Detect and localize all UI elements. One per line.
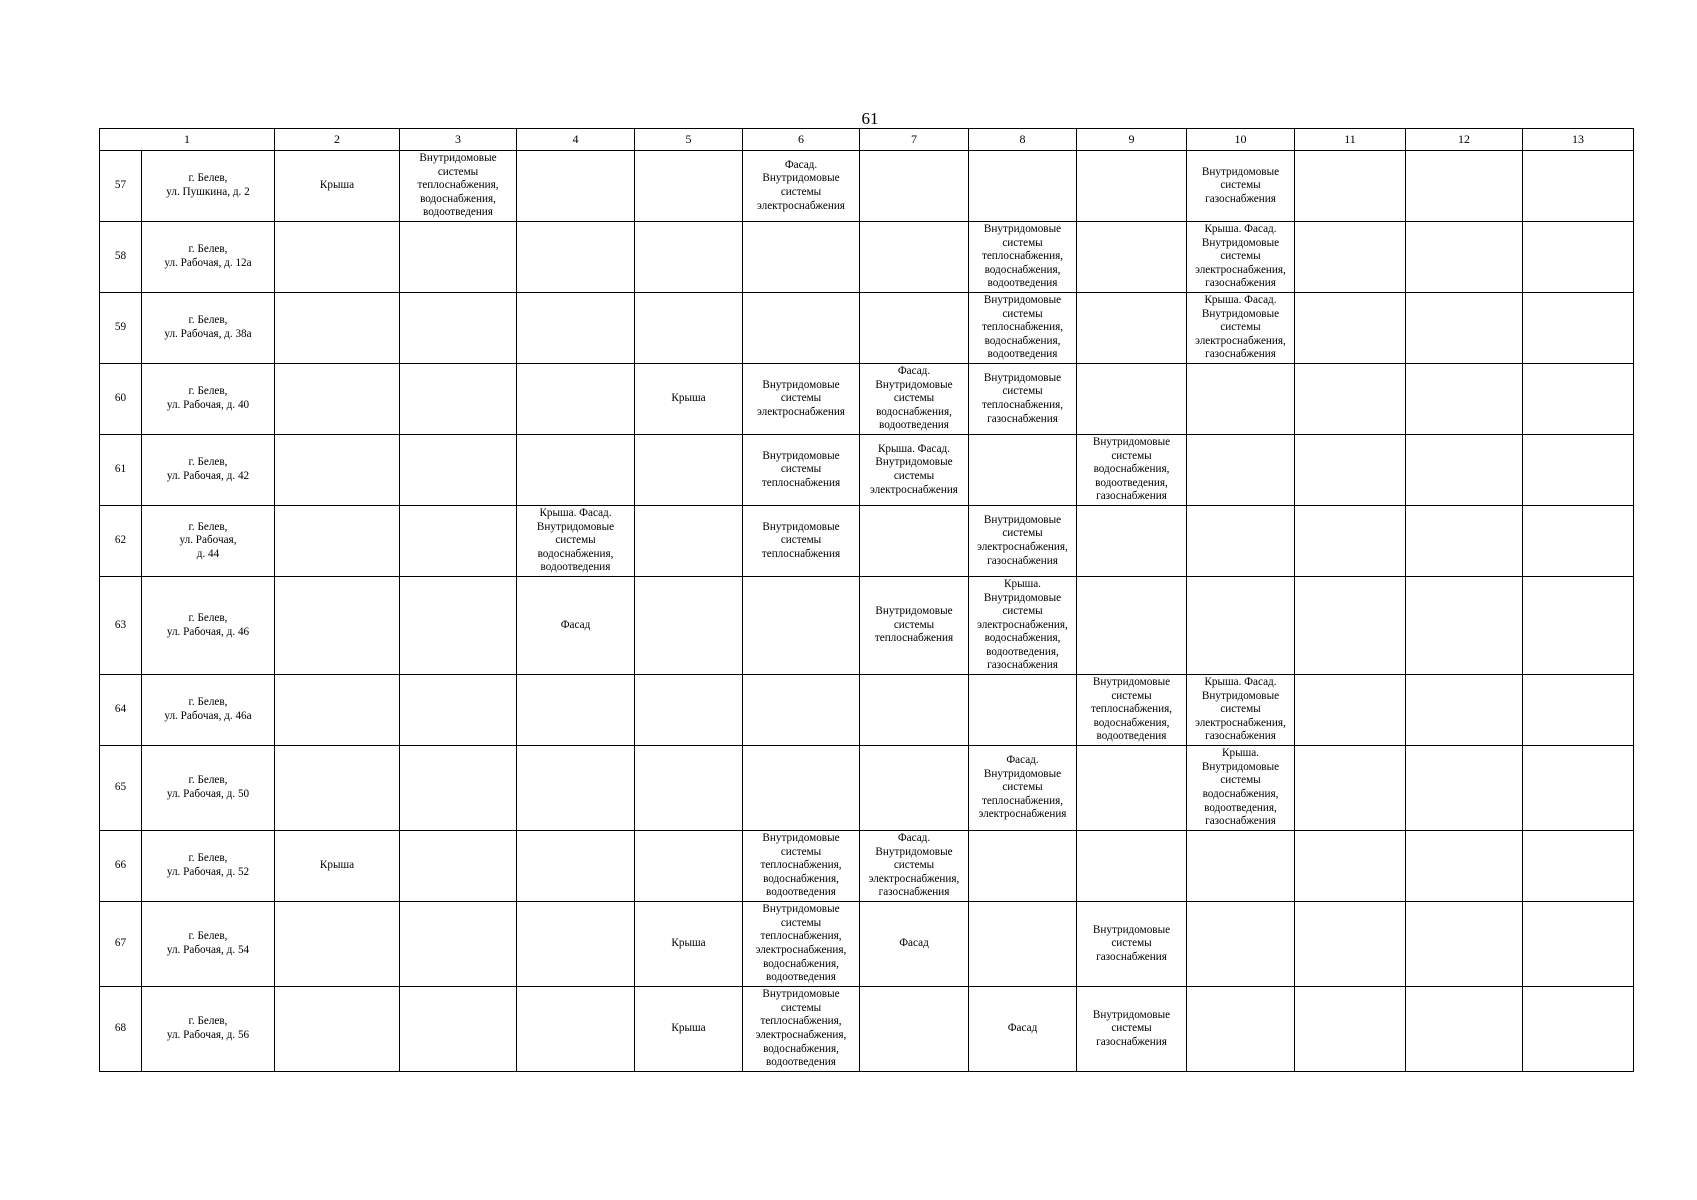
work-cell	[1406, 577, 1523, 675]
work-cell: Фасад	[517, 577, 635, 675]
work-cell	[275, 577, 400, 675]
work-cell	[969, 831, 1077, 902]
work-cell	[1295, 902, 1406, 987]
work-cell	[1077, 506, 1187, 577]
work-cell	[860, 506, 969, 577]
work-cell: Внутридомовые системы теплоснабжения, газоснабжения	[969, 364, 1077, 435]
column-header: 2	[275, 129, 400, 151]
work-cell	[1406, 151, 1523, 222]
work-cell	[1523, 364, 1634, 435]
work-cell	[400, 746, 517, 831]
address-cell: г. Белев, ул. Рабочая, д. 46а	[142, 675, 275, 746]
work-cell	[1406, 293, 1523, 364]
work-cell	[1523, 222, 1634, 293]
work-cell	[969, 435, 1077, 506]
work-cell: Крыша. Фасад. Внутридомовые системы электроснабжения	[860, 435, 969, 506]
work-cell	[1406, 902, 1523, 987]
work-cell	[743, 293, 860, 364]
row-number: 58	[100, 222, 142, 293]
work-cell: Фасад. Внутридомовые системы электроснабжения, газоснабжения	[860, 831, 969, 902]
work-cell: Крыша. Внутридомовые системы водоснабжения, водоотведения, газоснабжения	[1187, 746, 1295, 831]
work-cell	[400, 435, 517, 506]
work-cell	[635, 831, 743, 902]
work-cell: Крыша	[635, 902, 743, 987]
address-cell: г. Белев, ул. Рабочая, д. 44	[142, 506, 275, 577]
work-cell	[635, 151, 743, 222]
work-cell	[1523, 506, 1634, 577]
work-cell	[1187, 987, 1295, 1072]
table-row	[100, 364, 1634, 435]
work-cell	[743, 675, 860, 746]
work-cell	[400, 364, 517, 435]
work-cell	[1077, 364, 1187, 435]
work-cell: Внутридомовые системы теплоснабжения, водоснабжения, водоотведения	[743, 831, 860, 902]
work-cell: Фасад. Внутридомовые системы теплоснабжения, электроснабжения	[969, 746, 1077, 831]
work-cell	[275, 222, 400, 293]
work-cell	[275, 293, 400, 364]
table-row	[100, 293, 1634, 364]
work-cell	[1523, 987, 1634, 1072]
work-cell	[1523, 675, 1634, 746]
table-row	[100, 151, 1634, 222]
work-cell	[635, 435, 743, 506]
work-cell: Фасад	[860, 902, 969, 987]
table-row	[100, 577, 1634, 675]
table-row	[100, 746, 1634, 831]
work-cell	[635, 746, 743, 831]
header-row	[100, 129, 1634, 151]
row-number: 61	[100, 435, 142, 506]
work-cell: Внутридомовые системы электроснабжения, газоснабжения	[969, 506, 1077, 577]
table-row	[100, 222, 1634, 293]
work-cell	[743, 746, 860, 831]
work-cell	[275, 506, 400, 577]
work-cell	[1523, 293, 1634, 364]
work-cell: Крыша	[635, 364, 743, 435]
work-cell	[1295, 987, 1406, 1072]
work-cell	[517, 435, 635, 506]
work-cell	[1077, 151, 1187, 222]
work-cell	[1406, 831, 1523, 902]
work-cell	[635, 577, 743, 675]
address-cell: г. Белев, ул. Рабочая, д. 38а	[142, 293, 275, 364]
work-cell	[1295, 675, 1406, 746]
work-cell	[860, 987, 969, 1072]
work-cell: Крыша. Фасад. Внутридомовые системы водоснабжения, водоотведения	[517, 506, 635, 577]
work-cell	[1406, 435, 1523, 506]
table-row	[100, 435, 1634, 506]
work-cell	[1077, 746, 1187, 831]
work-cell	[275, 746, 400, 831]
table-row	[100, 831, 1634, 902]
work-cell	[517, 151, 635, 222]
work-cell	[860, 151, 969, 222]
work-cell	[1406, 506, 1523, 577]
work-cell: Внутридомовые системы газоснабжения	[1077, 987, 1187, 1072]
work-cell	[1406, 987, 1523, 1072]
work-cell	[860, 222, 969, 293]
address-cell: г. Белев, ул. Рабочая, д. 56	[142, 987, 275, 1072]
work-cell: Внутридомовые системы теплоснабжения, водоснабжения, водоотведения	[400, 151, 517, 222]
work-cell	[517, 293, 635, 364]
work-cell	[743, 577, 860, 675]
work-cell	[1077, 577, 1187, 675]
work-cell	[969, 675, 1077, 746]
column-header: 12	[1406, 129, 1523, 151]
work-cell	[1077, 222, 1187, 293]
work-cell	[400, 222, 517, 293]
work-cell	[400, 987, 517, 1072]
column-header: 10	[1187, 129, 1295, 151]
column-header: 8	[969, 129, 1077, 151]
column-header: 4	[517, 129, 635, 151]
work-cell	[1187, 506, 1295, 577]
work-cell: Крыша. Фасад. Внутридомовые системы электроснабжения, газоснабжения	[1187, 222, 1295, 293]
work-cell	[1187, 831, 1295, 902]
work-cell	[635, 506, 743, 577]
row-number: 57	[100, 151, 142, 222]
row-number: 59	[100, 293, 142, 364]
column-header: 13	[1523, 129, 1634, 151]
work-cell	[1295, 577, 1406, 675]
work-cell	[1295, 293, 1406, 364]
work-cell	[860, 675, 969, 746]
row-number: 66	[100, 831, 142, 902]
work-cell: Фасад	[969, 987, 1077, 1072]
schedule-table	[99, 128, 1634, 1072]
address-cell: г. Белев, ул. Рабочая, д. 50	[142, 746, 275, 831]
address-cell: г. Белев, ул. Рабочая, д. 42	[142, 435, 275, 506]
table-row	[100, 675, 1634, 746]
column-header: 5	[635, 129, 743, 151]
table-row	[100, 506, 1634, 577]
work-cell: Крыша. Фасад. Внутридомовые системы электроснабжения, газоснабжения	[1187, 293, 1295, 364]
work-cell	[1295, 222, 1406, 293]
column-header: 3	[400, 129, 517, 151]
table-row	[100, 987, 1634, 1072]
work-cell	[400, 902, 517, 987]
work-cell: Внутридомовые системы газоснабжения	[1187, 151, 1295, 222]
work-cell	[517, 902, 635, 987]
work-cell: Внутридомовые системы теплоснабжения	[860, 577, 969, 675]
work-cell: Фасад. Внутридомовые системы водоснабжения, водоотведения	[860, 364, 969, 435]
work-cell	[1295, 746, 1406, 831]
work-cell	[1523, 151, 1634, 222]
work-cell: Внутридомовые системы теплоснабжения	[743, 506, 860, 577]
work-cell	[1295, 831, 1406, 902]
work-cell	[1523, 577, 1634, 675]
work-cell	[1523, 746, 1634, 831]
row-number: 67	[100, 902, 142, 987]
work-cell: Крыша. Фасад. Внутридомовые системы электроснабжения, газоснабжения	[1187, 675, 1295, 746]
work-cell: Крыша	[635, 987, 743, 1072]
page-number: 61	[861, 109, 879, 128]
work-cell	[1077, 293, 1187, 364]
work-cell	[1523, 435, 1634, 506]
work-cell	[1406, 222, 1523, 293]
work-cell: Внутридомовые системы теплоснабжения, водоснабжения, водоотведения	[969, 222, 1077, 293]
work-cell: Внутридомовые системы теплоснабжения, электроснабжения, водоснабжения, водоотведения	[743, 902, 860, 987]
work-cell: Внутридомовые системы теплоснабжения, водоснабжения, водоотведения	[1077, 675, 1187, 746]
column-header: 6	[743, 129, 860, 151]
work-cell	[1295, 435, 1406, 506]
work-cell	[860, 746, 969, 831]
column-header: 1	[100, 129, 275, 151]
address-cell: г. Белев, ул. Рабочая, д. 40	[142, 364, 275, 435]
work-cell: Фасад. Внутридомовые системы электроснабжения	[743, 151, 860, 222]
row-number: 65	[100, 746, 142, 831]
work-cell	[517, 746, 635, 831]
row-number: 63	[100, 577, 142, 675]
address-cell: г. Белев, ул. Рабочая, д. 12а	[142, 222, 275, 293]
work-cell: Внутридомовые системы газоснабжения	[1077, 902, 1187, 987]
work-cell	[743, 222, 860, 293]
work-cell: Крыша	[275, 831, 400, 902]
row-number: 68	[100, 987, 142, 1072]
column-header: 9	[1077, 129, 1187, 151]
work-cell	[275, 675, 400, 746]
work-cell	[517, 987, 635, 1072]
work-cell	[1295, 151, 1406, 222]
work-cell	[275, 987, 400, 1072]
work-cell	[969, 151, 1077, 222]
work-cell: Внутридомовые системы теплоснабжения, электроснабжения, водоснабжения, водоотведения	[743, 987, 860, 1072]
work-cell	[1406, 364, 1523, 435]
work-cell	[635, 293, 743, 364]
work-cell	[517, 364, 635, 435]
work-cell	[400, 293, 517, 364]
work-cell	[400, 675, 517, 746]
work-cell	[1187, 902, 1295, 987]
work-cell: Крыша. Внутридомовые системы электроснабжения, водоснабжения, водоотведения, газоснабжения	[969, 577, 1077, 675]
work-cell	[275, 902, 400, 987]
work-cell	[1406, 746, 1523, 831]
column-header: 11	[1295, 129, 1406, 151]
work-cell: Внутридомовые системы теплоснабжения, водоснабжения, водоотведения	[969, 293, 1077, 364]
table-row	[100, 902, 1634, 987]
address-cell: г. Белев, ул. Рабочая, д. 46	[142, 577, 275, 675]
work-cell	[1187, 577, 1295, 675]
work-cell	[1077, 831, 1187, 902]
work-cell: Внутридомовые системы электроснабжения	[743, 364, 860, 435]
work-cell: Внутридомовые системы теплоснабжения	[743, 435, 860, 506]
work-cell: Внутридомовые системы водоснабжения, водоотведения, газоснабжения	[1077, 435, 1187, 506]
row-number: 60	[100, 364, 142, 435]
work-cell	[1406, 675, 1523, 746]
address-cell: г. Белев, ул. Пушкина, д. 2	[142, 151, 275, 222]
work-cell	[1295, 364, 1406, 435]
work-cell	[860, 293, 969, 364]
work-cell	[1187, 364, 1295, 435]
work-cell	[400, 506, 517, 577]
work-cell	[1523, 831, 1634, 902]
work-cell	[517, 831, 635, 902]
work-cell	[400, 577, 517, 675]
work-cell	[969, 902, 1077, 987]
work-cell: Крыша	[275, 151, 400, 222]
work-cell	[635, 222, 743, 293]
work-cell	[1187, 435, 1295, 506]
work-cell	[275, 364, 400, 435]
work-cell	[400, 831, 517, 902]
work-cell	[275, 435, 400, 506]
column-header: 7	[860, 129, 969, 151]
work-cell	[635, 675, 743, 746]
work-cell	[517, 222, 635, 293]
row-number: 62	[100, 506, 142, 577]
work-cell	[517, 675, 635, 746]
row-number: 64	[100, 675, 142, 746]
work-cell	[1523, 902, 1634, 987]
address-cell: г. Белев, ул. Рабочая, д. 54	[142, 902, 275, 987]
address-cell: г. Белев, ул. Рабочая, д. 52	[142, 831, 275, 902]
work-cell	[1295, 506, 1406, 577]
